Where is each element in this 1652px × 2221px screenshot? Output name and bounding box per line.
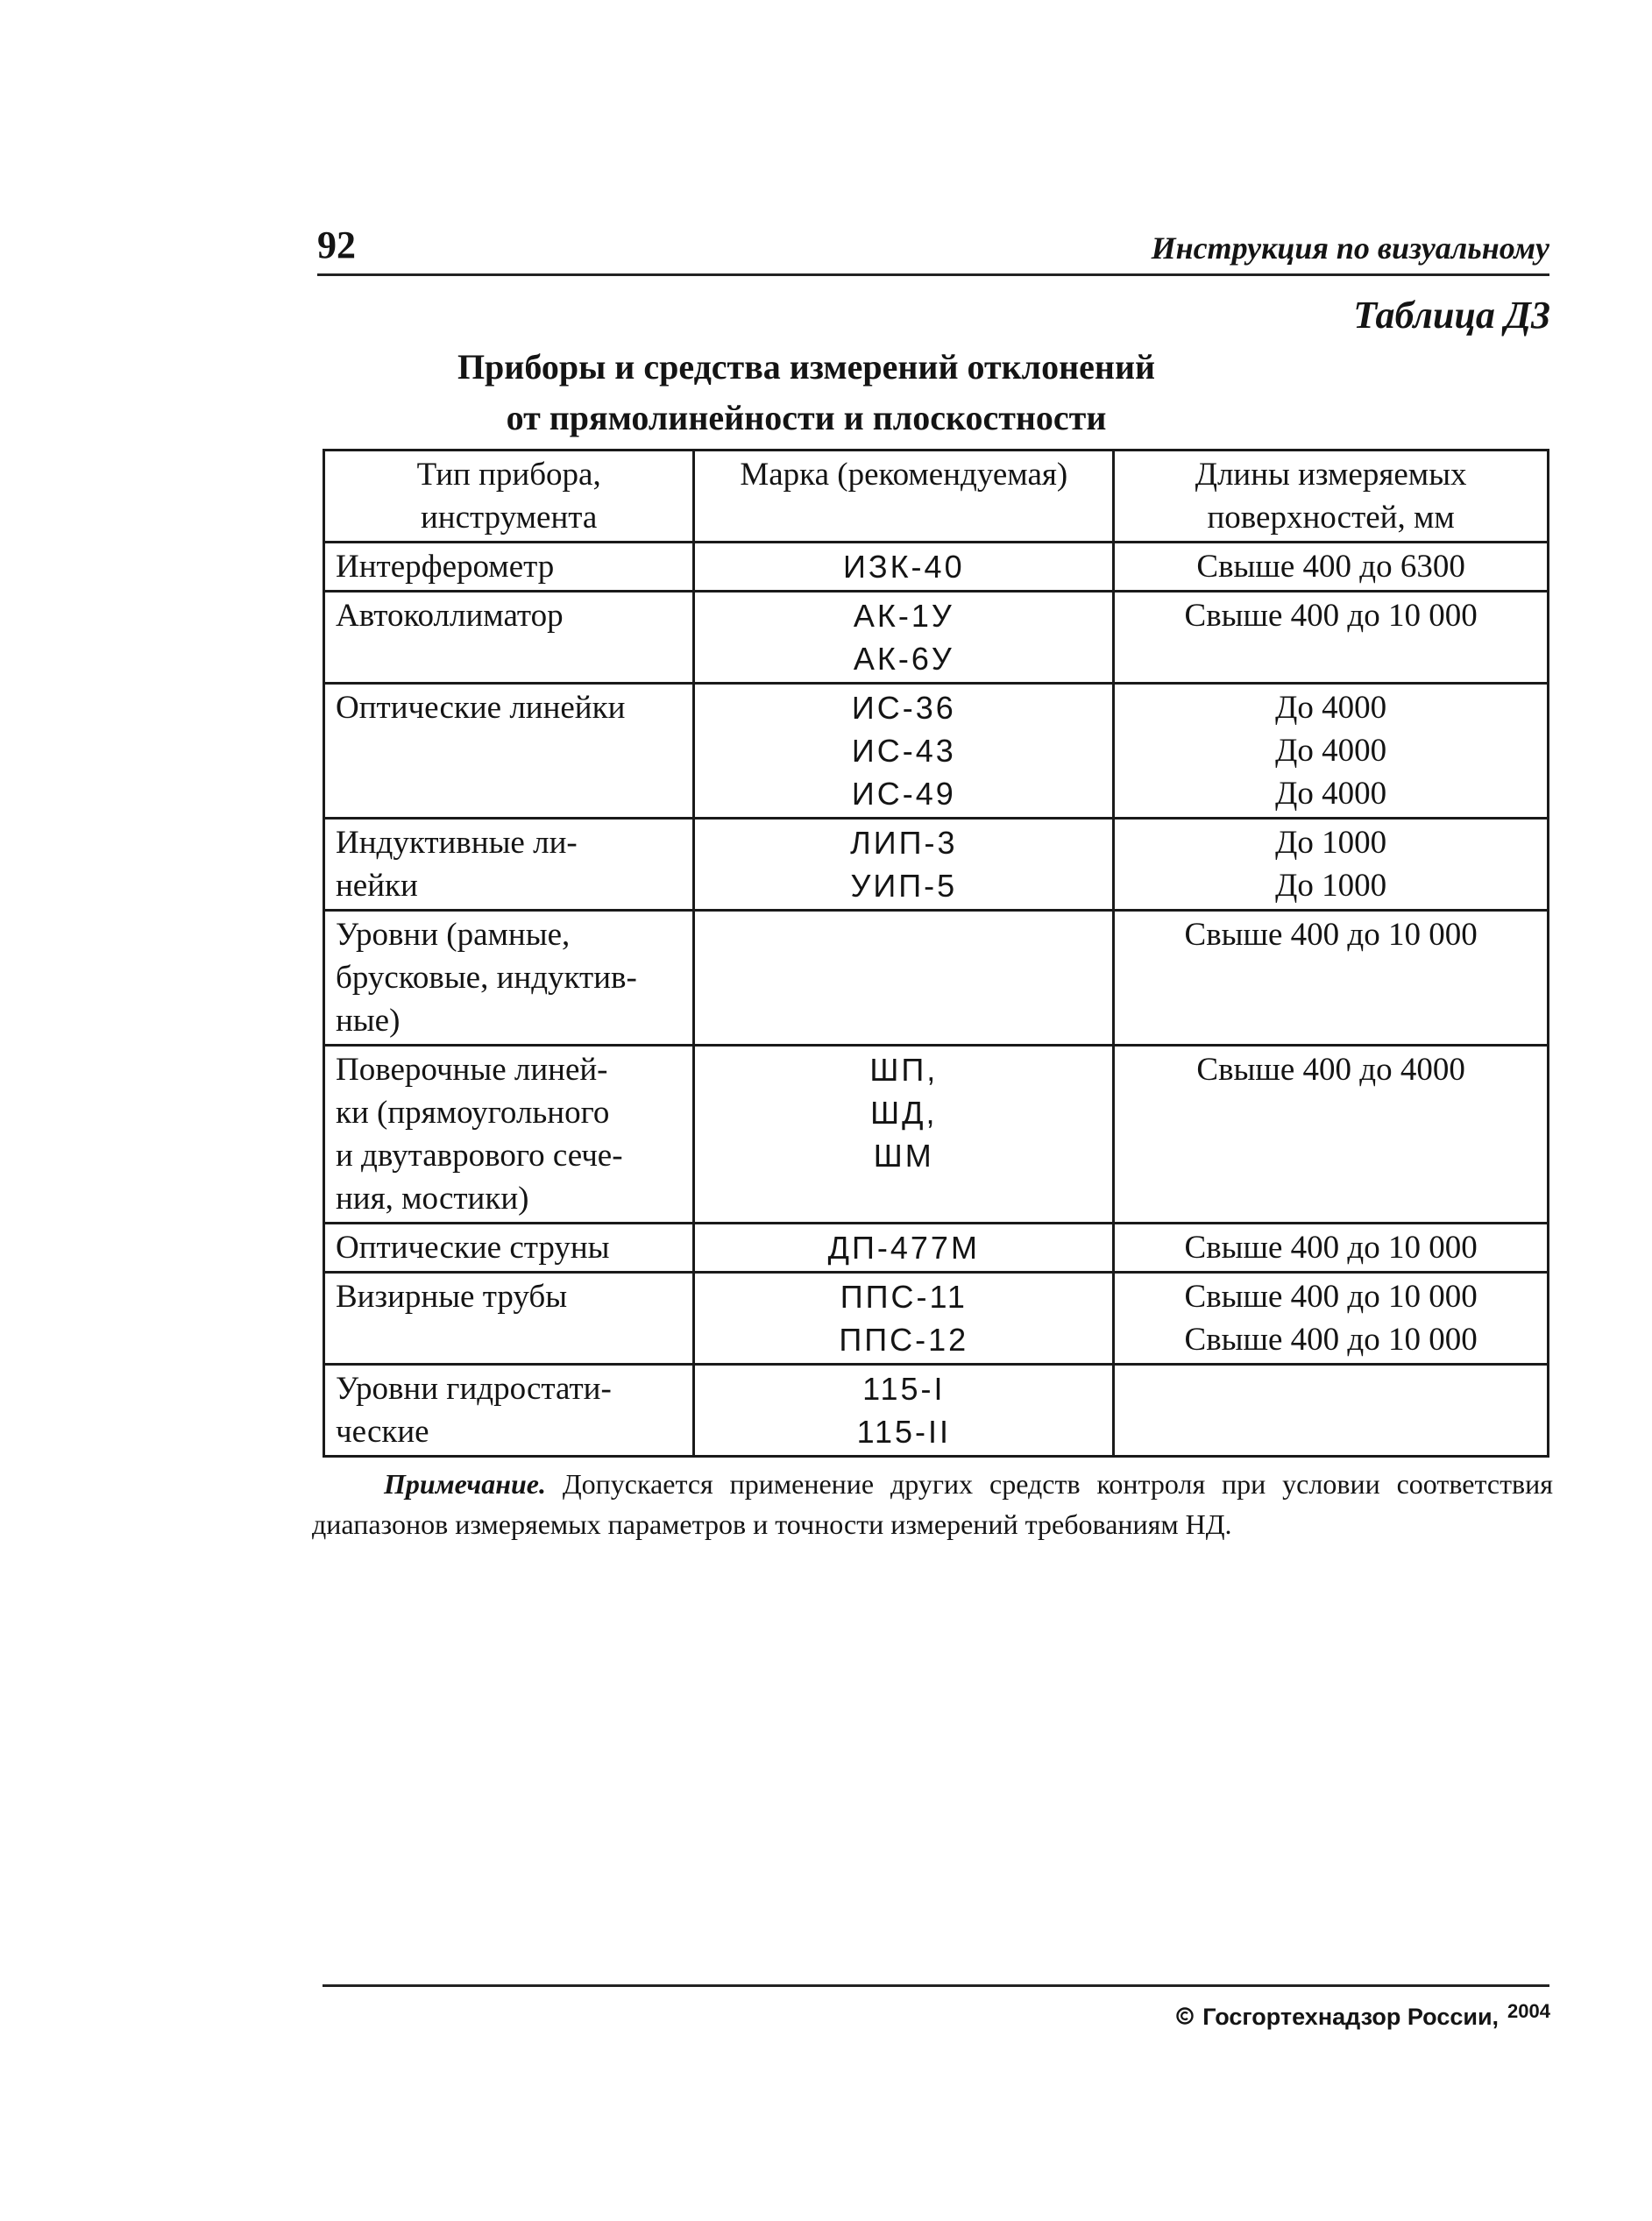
cell-type-line: нейки (336, 868, 418, 904)
cell-length-line: Свыше 400 до 6300 (1196, 549, 1465, 585)
cell-type-line: ные) (336, 1003, 401, 1039)
cell-type-line: ки (прямоугольного (336, 1095, 610, 1131)
table-row (324, 684, 1549, 819)
cell-type (324, 911, 694, 1046)
cell-type (324, 819, 694, 911)
cell-type (324, 1224, 694, 1273)
copyright-text: Госгортехнадзор России, (1202, 2004, 1500, 2030)
table-row (324, 1273, 1549, 1365)
cell-type-line: Оптические линейки (336, 690, 626, 726)
cell-mark-line: ИС-43 (851, 733, 956, 769)
cell-length-line: Свыше 400 до 4000 (1196, 1052, 1465, 1088)
table-label: Таблица Д3 (1353, 294, 1550, 337)
cell-length (1114, 1273, 1549, 1365)
cell-type-line: Уровни гидростати- (336, 1371, 612, 1407)
cell-mark-line: ИС-49 (851, 776, 956, 812)
header-length (1114, 451, 1549, 543)
cell-length (1114, 1365, 1549, 1457)
table-header-row (324, 451, 1549, 543)
cell-mark (694, 684, 1114, 819)
header-mark-line: Марка (рекомендуемая) (740, 457, 1068, 493)
table-row (324, 819, 1549, 911)
cell-type (324, 543, 694, 592)
cell-type-line: Уровни (рамные, (336, 917, 571, 953)
header-type-line: инструмента (420, 500, 598, 536)
cell-type-line: Индуктивные ли- (336, 825, 578, 861)
header-type (324, 451, 694, 543)
cell-length (1114, 1046, 1549, 1224)
note-text: Допускается применение других средств контроля при условии соответствия диапазонов измеряемых параметров и точности измерений требованиям НД. (312, 1468, 1554, 1540)
cell-mark-line: ИС-36 (851, 690, 956, 726)
cell-type-line: и двутаврового сече- (336, 1138, 623, 1174)
cell-type (324, 592, 694, 684)
cell-length-line: До 4000 (1275, 733, 1387, 769)
instruments-table (323, 449, 1549, 1458)
cell-type (324, 1046, 694, 1224)
cell-mark (694, 543, 1114, 592)
cell-mark (694, 1365, 1114, 1457)
cell-mark-line: 115-II (856, 1414, 951, 1450)
cell-mark (694, 1273, 1114, 1365)
cell-type-line: брусковые, индуктив- (336, 960, 637, 996)
cell-length-line: До 4000 (1275, 776, 1387, 812)
cell-type-line: ния, мостики) (336, 1181, 529, 1217)
table-row (324, 543, 1549, 592)
cell-mark-line: ШД, (870, 1095, 938, 1131)
footer-rule (323, 1984, 1549, 1987)
cell-mark-line: ППС-12 (839, 1322, 969, 1358)
cell-length-line: Свыше 400 до 10 000 (1184, 917, 1478, 953)
cell-length (1114, 819, 1549, 911)
table-row (324, 1365, 1549, 1457)
cell-length-line: Свыше 400 до 10 000 (1184, 1322, 1478, 1358)
cell-type-line: Интерферометр (336, 549, 555, 585)
header-mark (694, 451, 1114, 543)
table-title-line: от прямолинейности и плоскостности (506, 398, 1107, 437)
cell-type-line: Автоколлиматор (336, 598, 564, 634)
cell-type-line: ческие (336, 1414, 429, 1450)
table-body (324, 451, 1549, 1457)
table-title-line: Приборы и средства измерений отклонений (457, 347, 1156, 387)
cell-mark-line: ИЗК-40 (842, 549, 965, 585)
cell-mark-line: УИП-5 (850, 868, 958, 904)
cell-length-line: До 1000 (1275, 868, 1387, 904)
cell-mark-line: АК-6У (853, 641, 954, 677)
cell-length (1114, 911, 1549, 1046)
header-length-line: поверхностей, мм (1207, 500, 1455, 536)
header-type-line: Тип прибора, (416, 457, 601, 493)
cell-type (324, 1273, 694, 1365)
cell-length-line: Свыше 400 до 10 000 (1184, 1230, 1478, 1266)
page-number: 92 (317, 224, 356, 266)
cell-type (324, 684, 694, 819)
running-title: Инструкция по визуальному (1151, 231, 1549, 266)
cell-mark-line: ШМ (873, 1138, 934, 1174)
cell-mark (694, 911, 1114, 1046)
header-length-line: Длины измеряемых (1195, 457, 1467, 493)
table-row (324, 1046, 1549, 1224)
cell-mark (694, 1224, 1114, 1273)
note (312, 1464, 1553, 1544)
cell-length-line: До 4000 (1275, 690, 1387, 726)
cell-mark (694, 1046, 1114, 1224)
cell-mark (694, 819, 1114, 911)
table-row (324, 911, 1549, 1046)
cell-type (324, 1365, 694, 1457)
copyright (1176, 2000, 1550, 2031)
cell-length (1114, 1224, 1549, 1273)
copyright-year: 2004 (1507, 2000, 1550, 2022)
cell-mark (694, 592, 1114, 684)
cell-type-line: Поверочные линей- (336, 1052, 608, 1088)
copyright-circle-icon (1176, 2007, 1194, 2025)
cell-length-line: До 1000 (1275, 825, 1387, 861)
cell-length (1114, 684, 1549, 819)
cell-mark-line: АК-1У (853, 598, 954, 634)
running-head (317, 219, 1549, 276)
cell-length (1114, 592, 1549, 684)
cell-mark-line: ППС-11 (840, 1279, 968, 1315)
table-row (324, 1224, 1549, 1273)
cell-type-line: Визирные трубы (336, 1279, 568, 1315)
cell-mark-line: ЛИП-3 (850, 825, 958, 861)
cell-mark-line: ШП, (869, 1052, 939, 1088)
note-label: Примечание. (384, 1468, 546, 1500)
cell-mark-line: 115-I (862, 1371, 946, 1407)
cell-mark-line: ДП-477М (827, 1230, 980, 1266)
table-row (324, 592, 1549, 684)
cell-type-line: Оптические струны (336, 1230, 610, 1266)
table-title (368, 342, 1244, 443)
cell-length (1114, 543, 1549, 592)
cell-length-line: Свыше 400 до 10 000 (1184, 598, 1478, 634)
cell-length-line: Свыше 400 до 10 000 (1184, 1279, 1478, 1315)
